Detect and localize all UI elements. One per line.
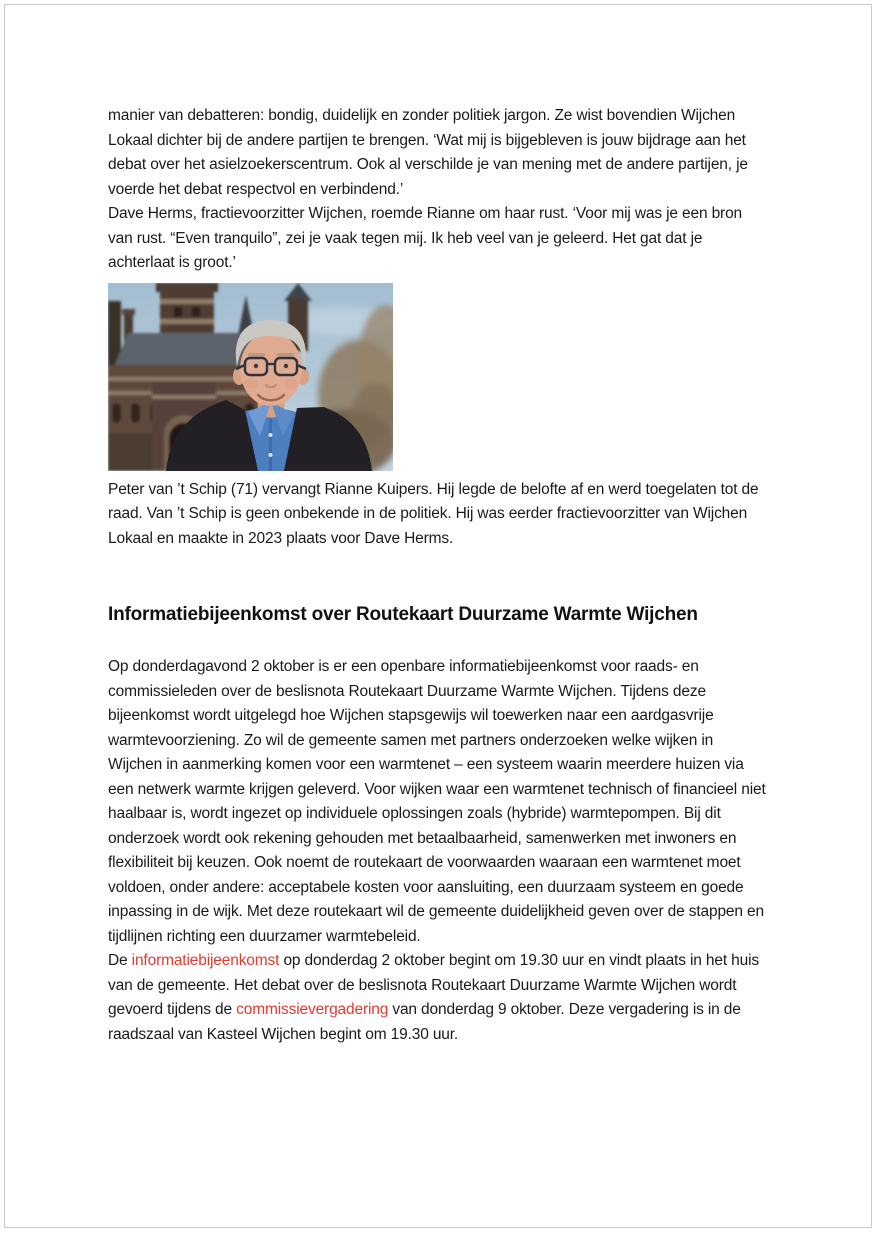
paragraph-routekaart: Op donderdagavond 2 oktober is er een openbare informatiebijeenkomst voor raads- en commissieleden over de beslisnota Routekaart Duurzame Warmte Wijchen. Tijdens deze bijeenkomst wordt uitgelegd hoe Wijchen stapsgewijs wil toewerken naar een aardgasvrije warmtevoorziening. Zo wil de gemeente samen met partners onderzoeken welke wijken in Wijchen in aanmerking komen voor een warmtenet – een systeem waarin meerdere huizen via een netwerk warmte krijgen geleverd. Voor wijken waar een warmtenet technisch of financieel niet haalbaar is, wordt ingezet op individuele oplossingen zoals (hybride) warmtepompen. Bij dit onderzoek wordt ook rekening gehouden met betaalbaarheid, samenwerken met inwoners en flexibiliteit bij keuzen. Ook noemt de routekaart de voorwaarden waaraan een warmtenet moet voldoen, onder andere: acceptabele kosten voor aansluiting, een duurzaam systeem en goede inpassing in de wijk. Met deze routekaart wil de gemeente duidelijkheid geven over de stappen en tijdlijnen richting een duurzamer warmtebeleid. [108,658,766,945]
paragraph-dave-herms: Dave Herms, fractievoorzitter Wijchen, roemde Rianne om haar rust. ‘Voor mij was je een bron van rust. “Even tranquilo”, zei je vaak tegen mij. Ik heb veel van je geleerd. Het gat dat je achterlaat is groot.’ [108,205,743,271]
face [240,332,302,406]
paragraph-debate-style: manier van debatteren: bondig, duidelijk en zonder politiek jargon. Ze wist bovendien Wijchen Lokaal dichter bij de andere partijen te brengen. ‘Wat mij is bijgebleven is jouw bijdrage aan het debat over het asielzoekerscentrum. Ook al verschilde je van mening met de andere partijen, je voerde het debat respectvol en verbindend.’ [108,107,748,198]
section-heading: Informatiebijeenkomst over Routekaart Duurzame Warmte Wijchen [108,604,698,625]
document-page [4,4,872,1228]
article-content [108,5,770,1047]
link-informatiebijeenkomst[interactable]: informatiebijeenkomst [131,952,280,969]
link-commissievergadering[interactable]: commissievergadering [236,1001,389,1018]
agenda-text-2: op donderdag 2 oktober begint om 19.30 uur en vindt plaats in het huis van de gemeente. Het debat over de beslisnota Routekaart Duurzame Warmte Wijchen wordt gevoerd tijdens de [108,952,759,1018]
paragraph-agenda [108,949,770,1047]
photo-peter-van-t-schip [108,283,393,471]
agenda-text-3: van donderdag 9 oktober. Deze vergadering is in de raadszaal van Kasteel Wijchen begint om 19.30 uur. [108,1001,741,1043]
agenda-text-1: De [108,952,132,969]
photo-caption: Peter van ’t Schip (71) vervangt Rianne Kuipers. Hij legde de belofte af en werd toegelaten tot de raad. Van ’t Schip is geen onbekende in de politiek. Hij was eerder fractievoorzitter van Wijchen Lokaal en maakte in 2023 plaats voor Dave Herms. [108,480,759,547]
portrait-photo-illustration [108,283,393,471]
